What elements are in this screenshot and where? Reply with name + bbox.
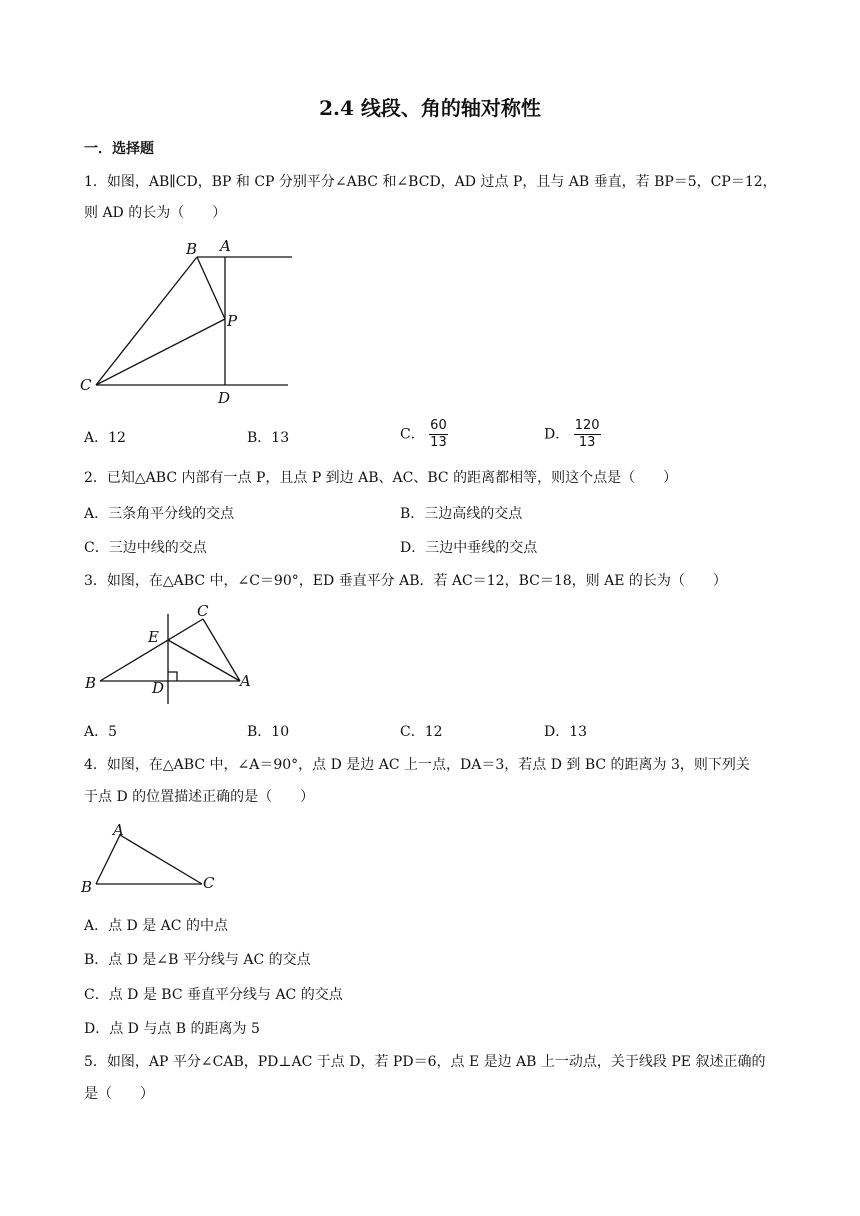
segment-ab [96, 835, 120, 884]
q1-option-d [544, 418, 601, 451]
q4-option-d: D．点 D 与点 B 的距离为 5 [84, 1021, 260, 1037]
label-a: A [113, 821, 124, 839]
q2-option-b: B．三边高线的交点 [400, 506, 523, 522]
q4-text-line1: 4．如图，在△ABC 中，∠A＝90°，点 D 是边 AC 上一点，DA＝3，若点 D 到 BC 的距离为 3，则下列关 [84, 757, 750, 773]
q3-figure [80, 600, 260, 710]
q1-option-b-value: 13 [271, 430, 290, 446]
q1-text-line1: 1．如图，AB∥CD，BP 和 CP 分别平分∠ABC 和∠BCD，AD 过点 P，且与 AB 垂直，若 BP＝5，CP＝12， [84, 174, 777, 190]
label-c: C [80, 376, 92, 394]
label-b: B [186, 240, 198, 258]
q1-option-c-fraction [429, 418, 448, 451]
q2-option-d: D．三边中垂线的交点 [400, 540, 538, 556]
label-c: C [197, 602, 209, 620]
label-c: C [203, 874, 215, 892]
q5-text-line1: 5．如图，AP 平分∠CAB，PD⊥AC 于点 D，若 PD＝6，点 E 是边 AB 上一动点，关于线段 PE 叙述正确的 [84, 1054, 766, 1070]
q4-option-c: C．点 D 是 BC 垂直平分线与 AC 的交点 [84, 987, 343, 1003]
q1-option-a [84, 427, 126, 447]
q2-option-c: C．三边中线的交点 [84, 540, 207, 556]
segment-ea [168, 640, 240, 681]
segment-bc [96, 257, 197, 385]
q1-option-a-value: 12 [108, 430, 126, 446]
q1-text-line2: 则 AD 的长为（ ） [84, 205, 227, 221]
q3-option-c: C．12 [400, 724, 443, 740]
label-a: A [240, 672, 251, 690]
q1-option-b [247, 427, 289, 447]
page-title: 2.4 线段、角的轴对称性 [319, 96, 541, 120]
q5-text-line2: 是（ ） [84, 1086, 154, 1102]
q3-option-a: A．5 [84, 724, 118, 740]
segment-ac [120, 835, 202, 884]
q2-text: 2．已知△ABC 内部有一点 P，且点 P 到边 AB、AC、BC 的距离都相等，则这个点是（ ） [84, 470, 678, 486]
label-p: P [227, 312, 238, 330]
label-b: B [85, 674, 97, 692]
q3-text: 3．如图，在△ABC 中，∠C＝90°，ED 垂直平分 AB．若 AC＝12，BC＝18，则 AE 的长为（ ） [84, 573, 727, 589]
q1-option-d-prefix: D． [544, 426, 570, 443]
segment-cp [96, 319, 225, 385]
q1-figure [76, 236, 306, 410]
q2-option-a: A．三条角平分线的交点 [84, 506, 235, 522]
q1-option-b-prefix: B． [247, 430, 272, 446]
q1-option-c-prefix: C． [400, 426, 425, 443]
label-e: E [148, 628, 159, 646]
q3-option-d: D．13 [544, 724, 588, 740]
q1-option-d-fraction [574, 418, 601, 451]
q4-option-a: A．点 D 是 AC 的中点 [84, 918, 228, 934]
right-angle-mark [168, 672, 177, 681]
label-a: A [220, 237, 231, 255]
q1-option-a-prefix: A． [84, 430, 109, 446]
q4-text-line2: 于点 D 的位置描述正确的是（ ） [84, 789, 315, 805]
label-d: D [152, 679, 165, 697]
q4-figure [78, 818, 228, 898]
q1-option-c-numerator: 60 [430, 418, 447, 433]
q1-option-d-denominator: 13 [578, 435, 596, 450]
label-d: D [218, 389, 231, 407]
q1-option-c [400, 418, 448, 451]
section-heading: 一．选择题 [84, 141, 154, 157]
q4-option-b: B．点 D 是∠B 平分线与 AC 的交点 [84, 952, 311, 968]
segment-bp [197, 257, 225, 319]
q3-option-b: B．10 [247, 724, 290, 740]
segment-ca [203, 619, 240, 681]
label-b: B [81, 878, 93, 896]
q1-option-d-numerator: 120 [574, 418, 600, 433]
q1-option-c-denominator: 13 [430, 435, 447, 450]
